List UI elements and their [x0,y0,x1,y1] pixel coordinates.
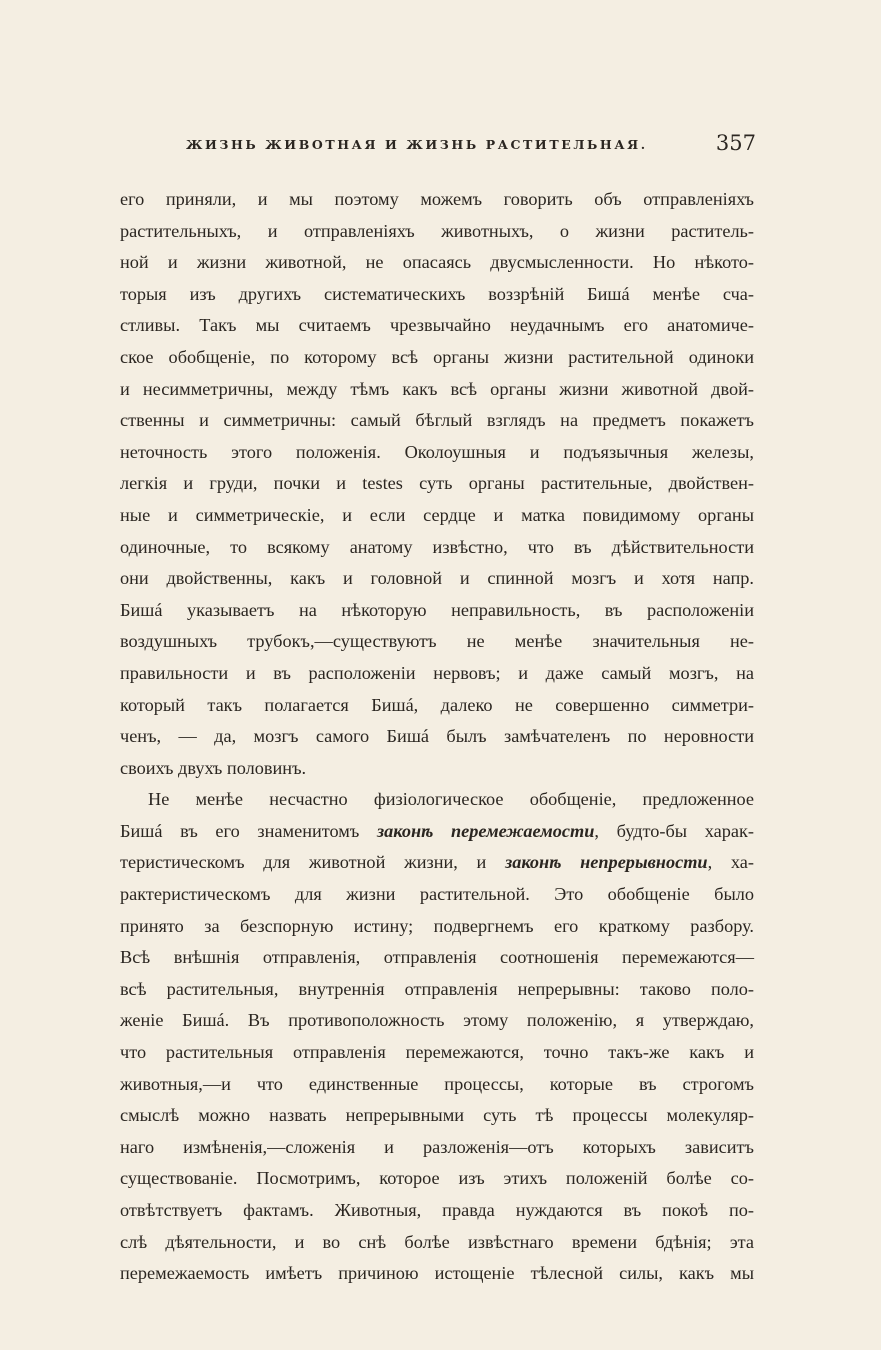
text-line: всѣ растительныя, внутреннія отправленія непрерывны: таково поло- [120,978,754,999]
text-line: Не менѣе несчастно физіологическое обобщеніе, предложенное [148,789,754,810]
running-header [186,131,756,161]
text-segment: , ха- [707,852,754,873]
text-line: ные и симметрическіе, и если сердце и матка повидимому органы [120,504,754,525]
text-line: смыслѣ можно назвать непрерывными суть тѣ процессы молекуляр- [120,1105,754,1126]
text-line [120,816,754,848]
italic-term: законѣ непрерывности [505,852,708,873]
text-line: торыя изъ другихъ систематическихъ воззрѣній Бишá менѣе сча- [120,283,754,304]
text-line: что растительныя отправленія перемежаются, точно такъ-же какъ и [120,1042,754,1063]
text-line: Бишá указываетъ на нѣкоторую неправильность, въ расположеніи [120,599,754,620]
text-line: принято за безспорную истину; подвергнемъ его краткому разбору. [120,915,754,936]
text-line: ственны и симметричны: самый бѣглый взглядъ на предметъ покажетъ [120,410,754,431]
text-line: и несимметричны, между тѣмъ какъ всѣ органы жизни животной двой- [120,378,754,399]
text-line: стливы. Такъ мы считаемъ чрезвычайно неудачнымъ его анатомиче- [120,315,754,336]
body-text [120,184,754,1290]
italic-term: законѣ перемежаемости [377,820,595,841]
text-line: неточность этого положенія. Околоушныя и подъязычныя железы, [120,441,754,462]
text-line: ское обобщеніе, по которому всѣ органы жизни растительной одиноки [120,346,754,367]
text-line: они двойственны, какъ и головной и спинной мозгъ и хотя напр. [120,568,754,589]
text-line: воздушныхъ трубокъ,—существуютъ не менѣе значительныя не- [120,631,754,652]
text-line: правильности и въ расположеніи нервовъ; и даже самый мозгъ, на [120,662,754,683]
text-line: своихъ двухъ половинъ. [120,757,307,778]
text-line: Всѣ внѣшнія отправленія, отправленія соотношенія перемежаются— [120,947,754,968]
text-line: существованіе. Посмотримъ, которое изъ этихъ положеній болѣе со- [120,1168,754,1189]
page-number: 357 [715,131,756,155]
text-line: женіе Бишá. Въ противоположность этому положенію, я утверждаю, [120,1010,754,1031]
text-line: ной и жизни животной, не опасаясь двусмысленности. Но нѣкото- [120,252,754,273]
text-line: одиночные, то всякому анатому извѣстно, что въ дѣйствительности [120,536,754,557]
text-line: рактеристическомъ для жизни растительной. Это обобщеніе было [120,884,754,905]
text-line: наго измѣненія,—сложенія и разложенія—отъ которыхъ зависитъ [120,1136,754,1157]
text-line: растительныхъ, и отправленіяхъ животныхъ, о жизни раститель- [120,220,754,241]
text-line: отвѣтствуетъ фактамъ. Животныя, правда нуждаются въ покоѣ по- [120,1200,754,1220]
text-segment: теристическомъ для животной жизни, и [120,852,506,873]
running-title: ЖИЗНЬ ЖИВОТНАЯ И ЖИЗНЬ РАСТИТЕЛЬНАЯ. [186,137,648,152]
text-line: слѣ дѣятельности, и во снѣ болѣе извѣстнаго времени бдѣнія; эта [120,1231,754,1252]
text-segment: , будто-бы харак- [594,820,754,841]
text-line [120,847,754,879]
text-line: его приняли, и мы поэтому можемъ говорить объ отправленіяхъ [120,189,754,209]
text-line: ченъ, — да, мозгъ самого Бишá былъ замѣчателенъ по неровности [120,726,754,747]
text-line: животныя,—и что единственные процессы, которые въ строгомъ [120,1073,754,1094]
text-line: легкія и груди, почки и testes суть органы растительные, двойствен- [120,473,754,494]
text-line: который такъ полагается Бишá, далеко не совершенно симметри- [120,694,754,715]
text-segment: Бишá въ его знаменитомъ [120,820,377,841]
text-line: перемежаемость имѣетъ причиною истощеніе тѣлесной силы, какъ мы [120,1263,754,1284]
